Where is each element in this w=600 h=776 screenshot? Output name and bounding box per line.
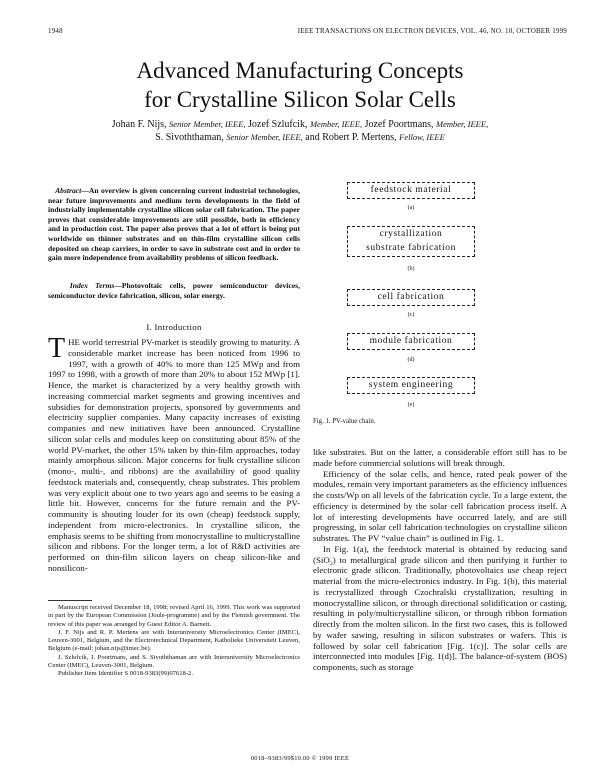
author-role: Senior Member, IEEE, — [169, 119, 246, 129]
body-text-left — [48, 333, 300, 574]
figure-box-feedstock: feedstock material — [347, 182, 475, 199]
copyright-footer: 0018–9383/99$10.00 © 1999 IEEE — [250, 755, 350, 762]
title-line-2: for Crystalline Silicon Solar Cells — [144, 87, 456, 112]
figure-label-e: (e) — [407, 402, 415, 408]
figure-box-module-fabrication: module fabrication — [347, 333, 475, 350]
figure-label-a: (a) — [407, 205, 415, 211]
page-number: 1948 — [48, 27, 63, 35]
abstract-label: Abstract— — [55, 186, 89, 195]
figure-box-crystallization — [347, 226, 475, 257]
abstract-text: An overview is given concerning current industrial technologies, near future improvements and medium term developments in the field of industrially implementable crystalline silicon solar cell fabrication. The paper proves that considerable improvements are still possible, both in efficiency and in production cost. The paper also proves that a lot of effort is being put worldwide on thinner substrates and on thin-film crystalline silicon cells deposited on cheap carriers, in order to save in substrate cost and in order to gain more independence from availability problems of silicon feedback. — [48, 186, 300, 263]
journal-header: IEEE TRANSACTIONS ON ELECTRON DEVICES, VOL. 46, NO. 10, OCTOBER 1999 — [297, 27, 567, 35]
figure-caption: Fig. 1. PV-value chain. — [313, 418, 376, 425]
figure-box-line: substrate fabrication — [366, 242, 456, 253]
section-heading: I. Introduction — [146, 322, 202, 332]
author-role: Member, IEEE, — [309, 119, 363, 129]
index-terms-text: —Photovoltaic cells, power semiconductor devices, semiconductor device fabrication, silicon, solar energy. — [48, 281, 300, 300]
intro-paragraph: HE world terrestrial PV-market is steadily growing to maturity. A considerable market increase has been noticed from 1996 to 1997, with a growth of 40% to more than 125 MWp and from 1997 to 1998, with a growth of more than 20% to about 152 MWp [1]. Hence, the market is characterized by a very healthy growth with increasing commercial market segments and growing incentives and subsidies for demonstration projects, sponsored by governments and electricity supplier companies. Many capacity increases of existing companies and new initiatives have been announced. Crystalline silicon solar cells and modules keep on constituting about 85% of the world PV-market, the other 15% taken by thin-film approaches, today mainly amorphous silicon. Major concerns for bulk crystalline silicon (mono-, multi-, and ribbons) are the availability of good quality feedstock materials and, consequently, cheap substrates. This problem was very explicit about one to two years ago and seems to be easing a little bit. However, concerns for the future remain and the PV-community is shouting louder for its own (cheap) feedstock supply, independent from micro-electronics. In crystalline silicon, the emphasis seems to be shifting from monocrystalline to multicrystalline silicon and ribbons. For the longer term, a lot of R&D activities are performed on thin-film silicon layers on cheap silicon-like and nonsilicon- — [48, 337, 300, 573]
paragraph: In Fig. 1(a), the feedstock material is obtained by reducing sand (SiO₂) to metallurgical grade silicon and then purifying it further to electronic grade silicon. Traditionally, photovoltaics use cheap reject material from the micro-electronics industry. In Fig. 1(b), this material is recrystallized through Czochralski crystallization, resulting in monocrystalline silicon, or through directional solidification or casting, resulting in poly/multicrystalline silicon, or through ribbon formation directly from the molten silicon. In the first two cases, this is followed by wafer sawing, resulting in silicon substrates or wafers. This is followed by solar cell fabrication [Fig. 1(c)]. The solar cells are interconnected into modules [Fig. 1(d)]. The balance-of-system (BOS) components, such as storage — [313, 543, 567, 672]
body-text-right — [313, 447, 567, 673]
author-name: S. Sivoththaman, — [155, 132, 224, 143]
title-line-1: Advanced Manufacturing Concepts — [136, 58, 464, 83]
index-terms-label: Index Terms — [69, 281, 115, 290]
figure-box-cell-fabrication: cell fabrication — [347, 289, 475, 306]
footnote-publisher-id: Publisher Item Identifier S 0018-9383(99)07618-2. — [58, 670, 193, 678]
author-list — [40, 118, 560, 144]
figure-label-b: (b) — [407, 266, 415, 272]
paragraph: like substrates. But on the latter, a considerable effort still has to be made before commercial solutions will break through. — [313, 447, 567, 468]
footnotes — [48, 604, 300, 679]
figure-box-line: crystallization — [379, 229, 443, 239]
drop-cap: T — [48, 333, 66, 364]
author-name: and Robert P. Mertens, — [305, 132, 397, 143]
author-role: Senior Member, IEEE, — [226, 132, 303, 142]
author-role: Member, IEEE, — [436, 119, 489, 129]
footnote-rule — [48, 600, 92, 601]
author-role: Fellow, IEEE — [399, 132, 445, 142]
figure-box-system-engineering: system engineering — [347, 377, 475, 394]
index-terms — [48, 281, 300, 300]
author-name: Jozef Szlufcik, — [248, 119, 308, 130]
paper-title — [0, 56, 600, 114]
footnote-affiliation-1: J. F. Nijs and R. P. Mertens are with Interuniversity Microelectronics Center (IMEC), Leuven-3001, Belgium, and the Electrotechnical Department, Katholieke Universiteit Leuven, Belgium (e-mail: johan.nijs@imec.be). — [48, 628, 300, 653]
paragraph: Efficiency of the solar cells, and hence, rated peak power of the modules, remain very important parameters as the efficiency influences the costs/Wp on all levels of the fabrication cycle. To a large extent, the efficiency is determined by the solar cell fabrication process itself. A lot of interesting developments have occurred lately, and are still progressing, in solar cell fabrication technologies on crystalline silicon substrates. The PV “value chain” is outlined in Fig. 1. — [313, 468, 567, 543]
figure-label-d: (d) — [407, 357, 415, 363]
footnote-affiliation-2: J. Szlufcik, J. Poortmans, and S. Sivoththaman are with Interuniversity Microelectronics Center (IMEC), Leuven-3001, Belgium. — [48, 653, 300, 670]
footnote-manuscript: Manuscript received December 18, 1998; revised April 16, 1999. This work was supported in part by the European Commission (Joule-programme) and by the Flemish government. The review of this paper was arranged by Guest Editor A. Barnett. — [48, 604, 300, 628]
abstract — [48, 186, 300, 263]
author-name: Jozef Poortmans, — [364, 119, 434, 130]
figure-label-c: (c) — [407, 312, 415, 318]
author-name: Johan F. Nijs, — [111, 119, 167, 130]
